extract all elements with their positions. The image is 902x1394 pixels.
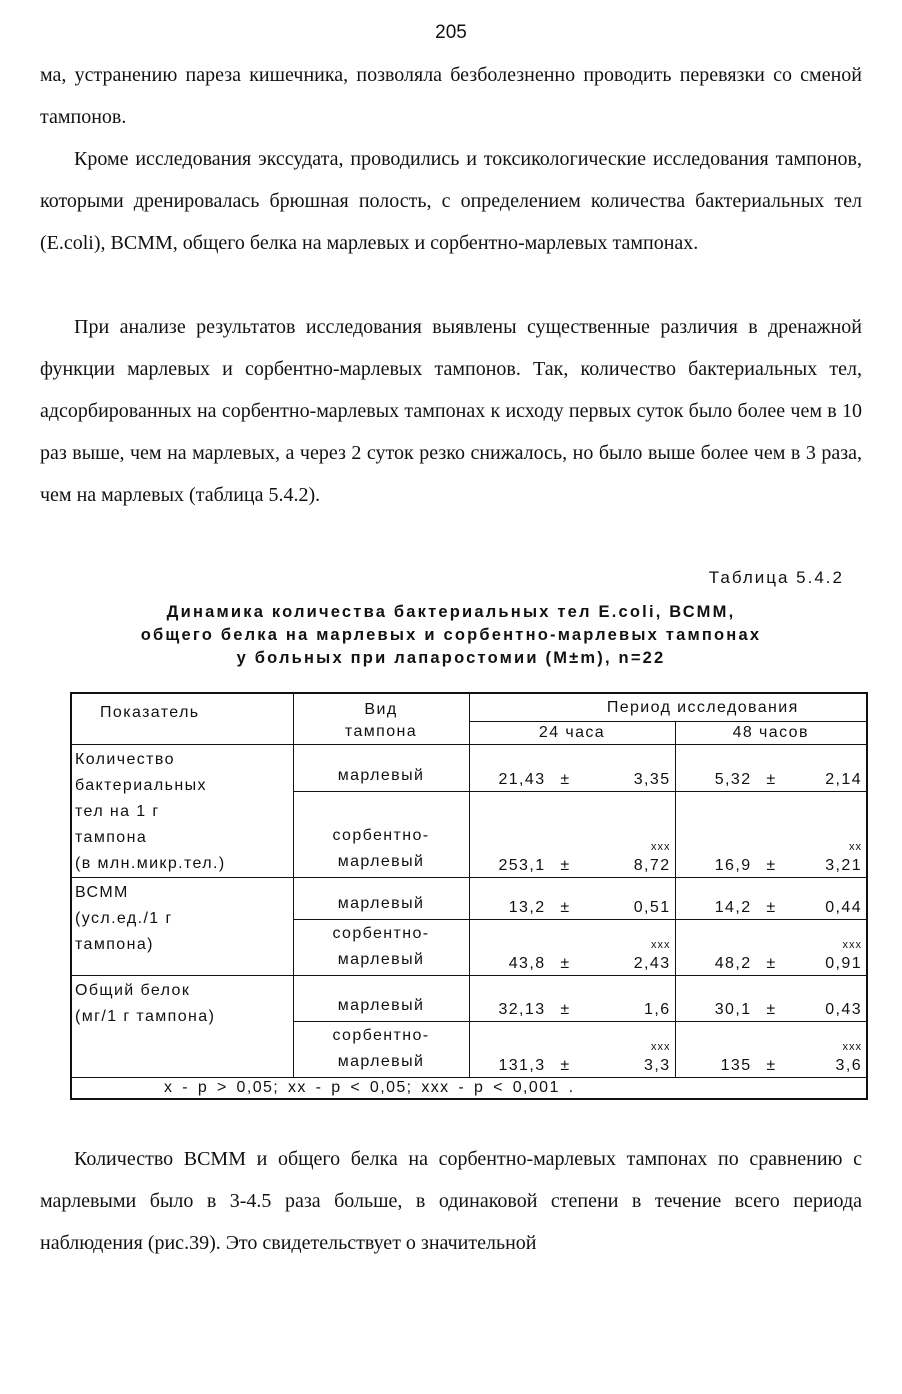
value-group <box>676 1041 867 1077</box>
value-group <box>676 771 867 791</box>
significance-mark: xx <box>849 841 862 853</box>
page-number: 205 <box>435 22 467 43</box>
plus-minus-sign: ± <box>560 857 571 874</box>
table-row <box>71 976 867 1022</box>
significance-mark: xxx <box>842 1041 862 1053</box>
error-value: 1,6 <box>644 1001 671 1018</box>
significance-mark: xxx <box>842 939 862 951</box>
paragraph-2: Кроме исследования экссудата, проводились и токсикологические исследования тампонов, которыми дренировалась брюшная полость, с определением количества бактериальных тел (E.coli), ВСММ, общего белка на марлевых и сорбентно-марлевых тампонах. <box>40 148 862 254</box>
table-body <box>71 745 867 1078</box>
mean-value: 48,2 <box>714 955 752 972</box>
significance-mark: xxx <box>651 1041 671 1053</box>
table-title-line: Динамика количества бактериальных тел E.coli, ВСММ, <box>166 603 736 621</box>
tampon-type-line: марлевый <box>337 853 425 870</box>
header-tampon-type-line2: тампона <box>344 723 418 740</box>
value-group <box>676 841 867 877</box>
indicator-cell <box>71 878 293 976</box>
value-cell-24h <box>469 745 675 792</box>
error-value: 3,3 <box>644 1057 671 1074</box>
value-cell-48h <box>675 976 867 1022</box>
mean-value: 253,1 <box>498 857 546 874</box>
error-value: 0,51 <box>633 899 671 916</box>
tampon-type-line: марлевый <box>337 951 425 968</box>
indicator-line: тампона) <box>75 936 154 953</box>
mean-value: 21,43 <box>498 770 546 788</box>
tampon-type-line: сорбентно- <box>332 1027 430 1044</box>
indicator-line: Количество <box>75 751 175 768</box>
plus-minus-sign: ± <box>766 1057 777 1074</box>
error-value: 0,44 <box>825 899 862 916</box>
plus-minus-sign: ± <box>766 1001 777 1018</box>
mean-value: 30,1 <box>714 1001 752 1018</box>
tampon-type-cell <box>293 791 469 877</box>
value-cell-24h <box>469 791 675 877</box>
error-value: 0,43 <box>825 1001 862 1018</box>
error-value: 8,72 <box>633 857 671 874</box>
indicator-line: ВСММ <box>75 884 129 901</box>
table-title-line: у больных при лапаростомии (M±m), n=22 <box>236 649 666 667</box>
error-value: 3,21 <box>825 857 862 874</box>
header-period: Период исследования <box>469 693 867 722</box>
value-group <box>676 1001 867 1021</box>
value-cell-48h <box>675 1022 867 1078</box>
plus-minus-sign: ± <box>560 770 571 788</box>
value-group <box>470 939 675 975</box>
paragraph-3: При анализе результатов исследования выявлены существенные различия в дренажной функции марлевых и сорбентно-марлевых тампонов. Так, количество бактериальных тел, адсорбированных на сорбентно-марлевых тампонах к исходу первых суток было более чем в 10 раз выше, чем на марлевых, а через 2 суток резко снижалось, но было выше более чем в 3 раза, чем на марлевых (таблица 5.4.2). <box>40 316 862 506</box>
mean-value: 13,2 <box>508 899 546 916</box>
table-number: Таблица 5.4.2 <box>708 568 844 587</box>
indicator-line: (усл.ед./1 г <box>75 910 173 927</box>
tampon-type-cell <box>293 920 469 976</box>
mean-value: 32,13 <box>498 1001 546 1018</box>
error-value: 0,91 <box>825 955 862 972</box>
value-cell-24h <box>469 878 675 920</box>
plus-minus-sign: ± <box>766 899 777 916</box>
table-footnote: x - p > 0,05; xx - p < 0,05; xxx - p < 0,001 . <box>71 1078 867 1100</box>
paragraph-4: Количество ВСММ и общего белка на сорбентно-марлевых тампонах по сравнению с марлевыми было в 3-4.5 раза больше, в одинаковой степени в течение всего периода наблюдения (рис.39). Это свидетельствует о значительной <box>40 1148 862 1254</box>
error-value: 3,35 <box>633 770 671 788</box>
indicator-line: (в млн.микр.тел.) <box>75 855 226 872</box>
indicator-line: бактериальных <box>75 777 207 794</box>
table-title <box>40 601 862 670</box>
value-cell-48h <box>675 745 867 792</box>
value-cell-48h <box>675 791 867 877</box>
indicator-line: (мг/1 г тампона) <box>75 1008 216 1025</box>
indicator-cell <box>71 745 293 878</box>
tampon-type-line: марлевый <box>337 766 425 784</box>
value-group <box>470 1041 675 1077</box>
header-tampon-type <box>293 693 469 745</box>
value-group <box>676 899 867 919</box>
plus-minus-sign: ± <box>560 899 571 916</box>
plus-minus-sign: ± <box>560 1001 571 1018</box>
mean-value: 5,32 <box>714 770 752 788</box>
plus-minus-sign: ± <box>766 857 777 874</box>
indicator-line: Общий белок <box>75 982 191 999</box>
error-value: 2,14 <box>825 770 862 788</box>
tampon-type-cell <box>293 878 469 920</box>
value-group <box>470 899 675 919</box>
results-table <box>70 692 868 1100</box>
header-24h: 24 часа <box>469 722 675 745</box>
header-indicator: Показатель <box>71 693 293 745</box>
value-group <box>470 1001 675 1021</box>
tampon-type-cell <box>293 1022 469 1078</box>
tampon-type-line: марлевый <box>337 895 425 912</box>
plus-minus-sign: ± <box>560 955 571 972</box>
table-row <box>71 878 867 920</box>
mean-value: 135 <box>720 1057 752 1074</box>
value-cell-48h <box>675 878 867 920</box>
paragraph-1: ма, устранению пареза кишечника, позволяла безболезненно проводить перевязки со сменой тампонов. <box>40 64 862 128</box>
value-cell-24h <box>469 920 675 976</box>
table-title-line: общего белка на марлевых и сорбентно-марлевых тампонах <box>140 626 762 644</box>
plus-minus-sign: ± <box>766 955 777 972</box>
value-cell-48h <box>675 920 867 976</box>
value-group <box>470 841 675 877</box>
error-value: 3,6 <box>835 1057 862 1074</box>
tampon-type-line: сорбентно- <box>332 925 430 942</box>
indicator-cell <box>71 976 293 1078</box>
mean-value: 14,2 <box>714 899 752 916</box>
significance-mark: xxx <box>651 939 671 951</box>
plus-minus-sign: ± <box>766 770 777 788</box>
plus-minus-sign: ± <box>560 1057 571 1074</box>
tampon-type-cell <box>293 976 469 1022</box>
value-cell-24h <box>469 976 675 1022</box>
header-tampon-type-line1: Вид <box>364 701 398 718</box>
mean-value: 43,8 <box>508 955 546 972</box>
value-group <box>676 939 867 975</box>
mean-value: 131,3 <box>498 1057 546 1074</box>
tampon-type-line: марлевый <box>337 1053 425 1070</box>
mean-value: 16,9 <box>714 857 752 874</box>
indicator-line: тел на 1 г <box>75 803 160 820</box>
significance-mark: xxx <box>651 841 671 853</box>
table-row <box>71 745 867 792</box>
error-value: 2,43 <box>633 955 671 972</box>
tampon-type-line: сорбентно- <box>332 827 430 844</box>
value-cell-24h <box>469 1022 675 1078</box>
tampon-type-line: марлевый <box>337 997 425 1014</box>
indicator-line: тампона <box>75 829 148 846</box>
tampon-type-cell <box>293 745 469 792</box>
header-48h: 48 часов <box>675 722 867 745</box>
value-group <box>470 771 675 791</box>
